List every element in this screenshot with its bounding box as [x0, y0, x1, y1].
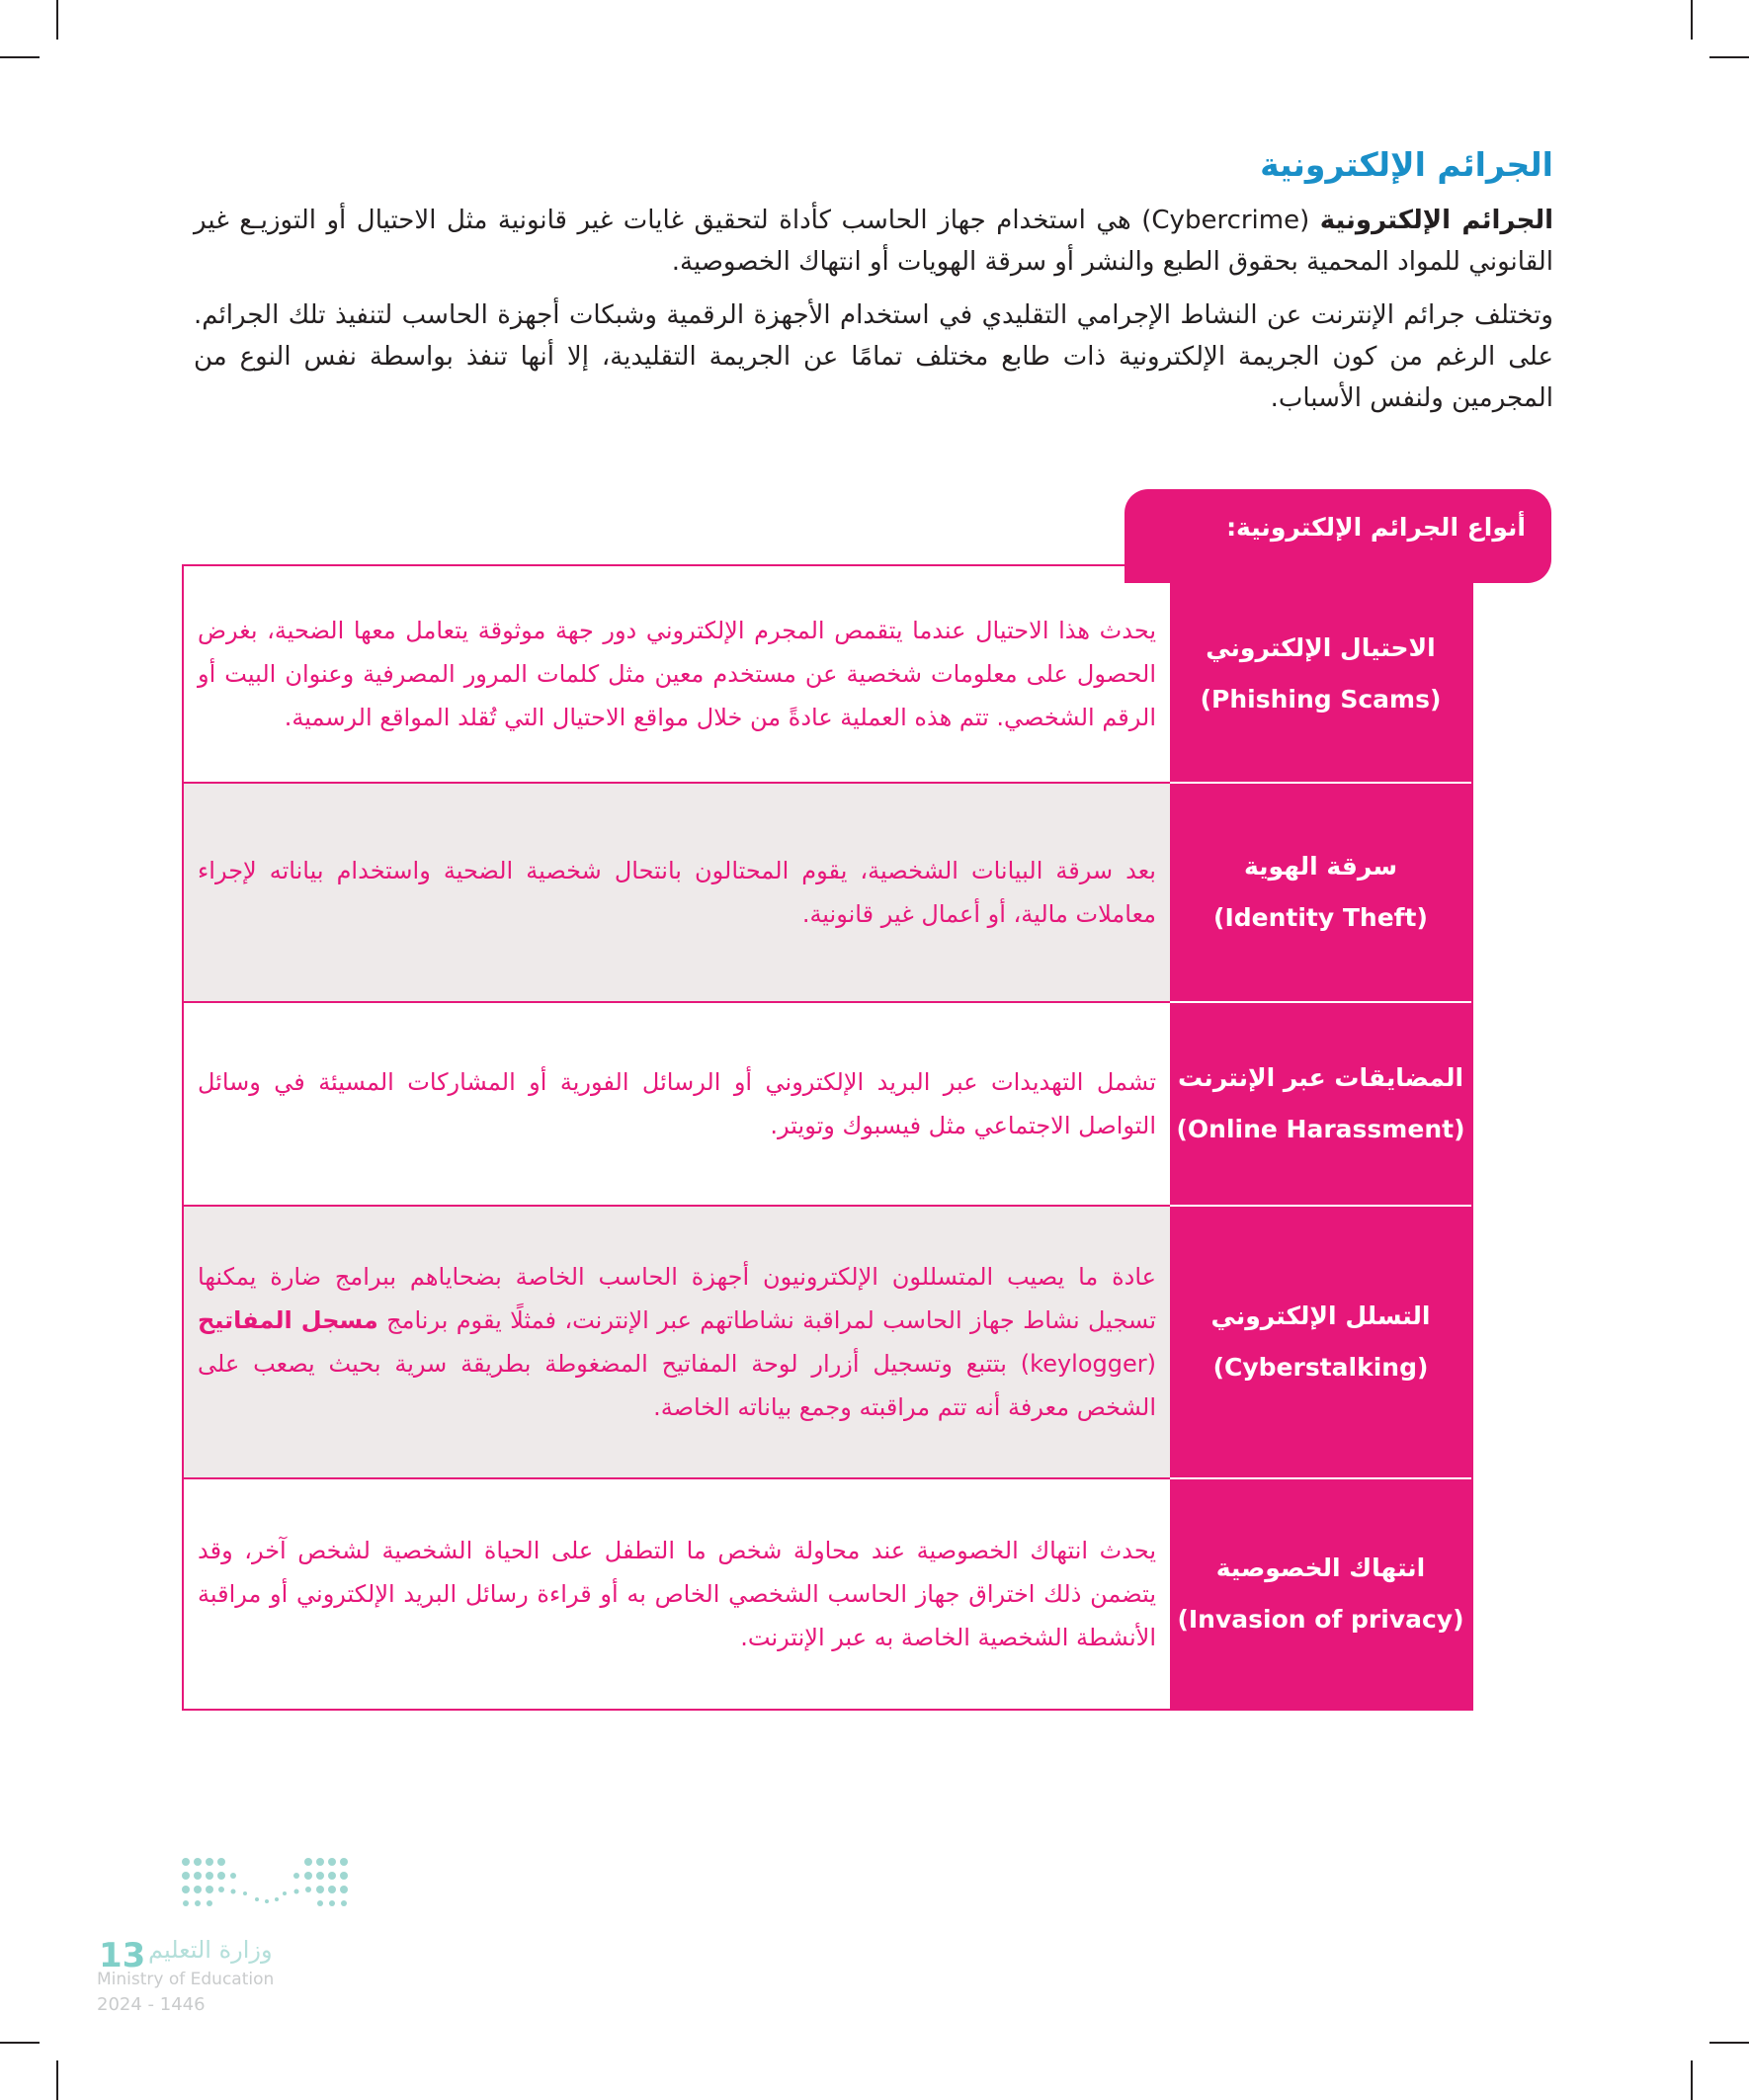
term-cell	[1170, 566, 1471, 782]
intro-paragraph	[194, 200, 1553, 283]
crop-mark	[1709, 56, 1749, 58]
crop-mark	[1691, 0, 1693, 40]
crop-mark	[1709, 2042, 1749, 2044]
term-english: (Cyberstalking)	[1212, 1353, 1429, 1382]
intro-term: الجرائم الإلكترونية	[1319, 206, 1553, 235]
term-cell	[1170, 1001, 1471, 1205]
definition-cell	[184, 566, 1170, 782]
crop-mark	[0, 56, 40, 58]
intro-text: (Cybercrime) هي استخدام جهاز الحاسب كأداة لتحقيق غايات غير قانونية مثل الاحتيال أو التوزيـع غير القانوني للمواد المحمية بحقوق الطبع والنشر أو سرقة الهويات أو انتهاك الخصوصية.	[194, 206, 1553, 277]
keylogger-term: مسجل المفاتيح	[198, 1306, 378, 1334]
table-row	[184, 1205, 1471, 1477]
page-title: الجرائم الإلكترونية	[1260, 145, 1553, 184]
term-english: (Invasion of privacy)	[1177, 1605, 1464, 1634]
crop-mark	[0, 2042, 40, 2044]
table-row	[184, 1001, 1471, 1205]
definition-text: يحدث هذا الاحتيال عندما يتقمص المجرم الإلكتروني دور جهة موثوقة يتعامل معها الضحية، بغرض الحصول على معلومات شخصية عن مستخدم معين مثل كلمات المرور المصرفية وعنوان البيت أو الرقم الشخصي. تتم هذه العملية عادةً من خلال مواقع الاحتيال التي تُقلد المواقع الرسمية.	[198, 617, 1156, 731]
definition-text-part: (keylogger) بتتبع وتسجيل أزرار لوحة المفاتيح المضغوطة بطريقة سرية بحيث يصعب على الشخص معرفة أنه تتم مراقبته وجمع بياناته الخاصة.	[198, 1350, 1156, 1421]
table-row	[184, 566, 1471, 782]
term-arabic: التسلل الإلكتروني	[1210, 1302, 1431, 1330]
table-heading: أنواع الجرائم الإلكترونية:	[1226, 513, 1526, 542]
term-english: (Identity Theft)	[1213, 903, 1428, 932]
definition-text: يحدث انتهاك الخصوصية عند محاولة شخص ما التطفل على الحياة الشخصية لشخص آخر، وقد يتضمن ذلك اختراق جهاز الحاسب الشخصي الخاص به أو قراءة رسائل البريد الإلكتروني أو مراقبة الأنشطة الشخصية الخاصة به عبر الإنترنت.	[198, 1537, 1156, 1651]
term-arabic: الاحتيال الإلكتروني	[1206, 633, 1436, 662]
term-arabic: سرقة الهوية	[1243, 852, 1398, 881]
term-english: (Online Harassment)	[1176, 1115, 1465, 1143]
definition-cell	[184, 1207, 1170, 1477]
term-cell	[1170, 1477, 1471, 1709]
definition-text	[198, 1255, 1156, 1429]
edition-year: 2024 - 1446	[97, 1994, 206, 2015]
term-english: (Phishing Scams)	[1200, 685, 1442, 714]
definition-text: تشمل التهديدات عبر البريد الإلكتروني أو الرسائل الفورية أو المشاركات المسيئة في وسائل التواصل الاجتماعي مثل فيسبوك وتويتر.	[198, 1068, 1156, 1139]
second-paragraph: وتختلف جرائم الإنترنت عن النشاط الإجرامي التقليدي في استخدام الأجهزة الرقمية وشبكات أجهزة الحاسب لتنفيذ تلك الجرائم. على الرغم من كون الجريمة الإلكترونية ذات طابع مختلف تمامًا عن الجريمة التقليدية، إلا أنها تنفذ بواسطة نفس النوع من المجرمين ولنفس الأسباب.	[194, 300, 1553, 413]
table-row	[184, 1477, 1471, 1709]
ministry-name-english: Ministry of Education	[97, 1970, 275, 1989]
term-cell	[1170, 1205, 1471, 1477]
definition-cell	[184, 784, 1170, 1001]
term-arabic: انتهاك الخصوصية	[1215, 1554, 1426, 1582]
cybercrime-types-table	[182, 564, 1473, 1711]
term-cell	[1170, 782, 1471, 1001]
definition-cell	[184, 1003, 1170, 1205]
crop-mark	[1691, 2060, 1693, 2100]
term-arabic: المضايقات عبر الإنترنت	[1177, 1063, 1464, 1092]
definition-cell	[184, 1479, 1170, 1709]
definition-text-part: عادة ما يصيب المتسللون الإلكترونيون أجهزة الحاسب الخاصة بضحاياهم ببرامج ضارة يمكنها تسجيل نشاط جهاز الحاسب لمراقبة نشاطاتهم عبر الإنترنت، فمثلًا يقوم برنامج	[198, 1263, 1156, 1334]
table-row	[184, 782, 1471, 1001]
definition-text: بعد سرقة البيانات الشخصية، يقوم المحتالون بانتحال شخصية الضحية واستخدام بياناته لإجراء معاملات مالية، أو أعمال غير قانونية.	[198, 857, 1156, 928]
ministry-name-arabic: وزارة التعليم	[148, 1936, 273, 1964]
ministry-logo-icon	[180, 1856, 354, 1915]
page-number: 13	[99, 1936, 146, 1975]
crop-mark	[56, 0, 58, 40]
crop-mark	[56, 2060, 58, 2100]
